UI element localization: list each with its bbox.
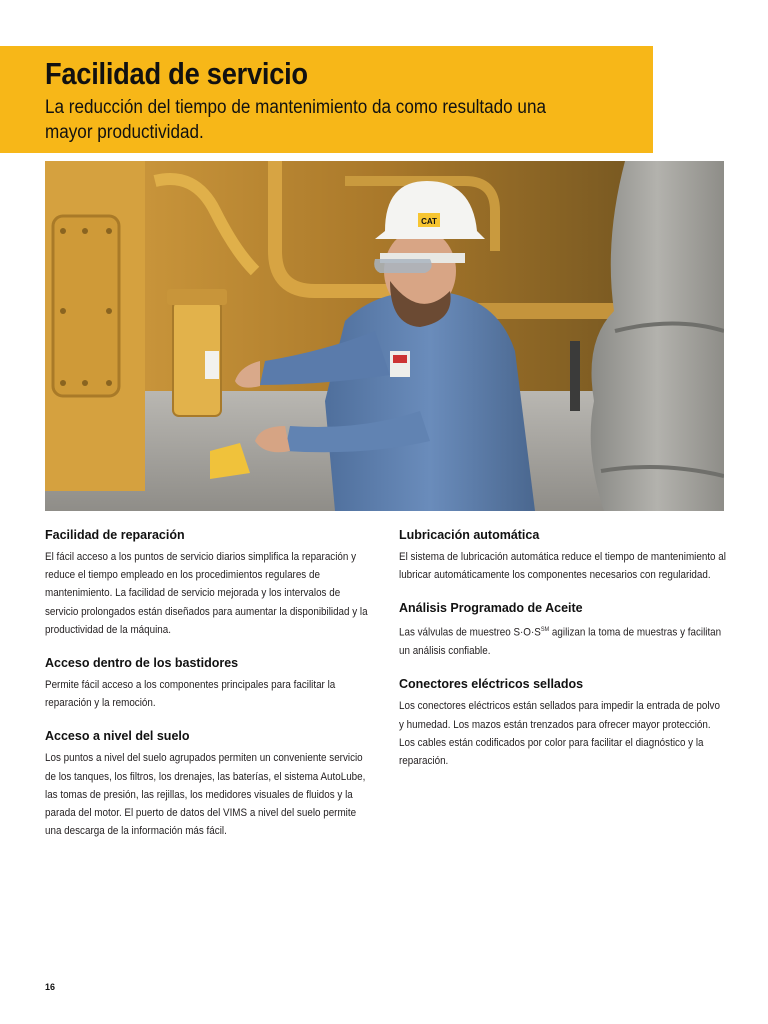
section-body: Permite fácil acceso a los componentes principales para facilitar la reparación y la remoción. [45, 679, 336, 710]
technician-photo [45, 161, 724, 511]
service-mark: SM [540, 627, 550, 634]
page-title: Facilidad de servicio [45, 56, 308, 91]
section-body: El fácil acceso a los puntos de servicio diarios simplifica la reparación y reduce el tiempo empleado en los procedimientos regulares de mantenimiento. La facilidad de servicio mejorada y los intervalos de servicio prolongados están diseñados para aumentar la disponibilidad y la productividad de la máquina. [45, 551, 368, 636]
section-heading: Análisis Programado de Aceite [399, 601, 583, 616]
section-body: Los puntos a nivel del suelo agrupados permiten un conveniente servicio de los tanques, los filtros, los drenajes, las baterías, el sistema AutoLube, las tomas de presión, las rejillas, los medidores visuales de fluidos y la parada del motor. El puerto de datos del VIMS a nivel del suelo permite una descarga de la información más fácil. [45, 752, 366, 838]
section-heading: Facilidad de reparación [45, 528, 185, 542]
left-column [45, 527, 375, 856]
section-heading: Acceso dentro de los bastidores [45, 656, 239, 671]
section-body [399, 621, 727, 660]
right-column [399, 527, 729, 786]
section-heading: Lubricación automática [399, 528, 540, 542]
section-heading: Acceso a nivel del suelo [45, 729, 190, 744]
body-text-post: agilizan la toma de muestras y facilitan un análisis confiable. [399, 626, 722, 658]
section-body: El sistema de lubricación automática reduce el tiempo de mantenimiento al lubricar automáticamente los componentes necesarios con regularidad. [399, 551, 726, 582]
hardhat-badge: CAT [421, 217, 437, 226]
section-acceso-bastidores [45, 655, 375, 712]
section-heading: Conectores eléctricos sellados [399, 677, 584, 692]
section-acceso-suelo [45, 728, 375, 840]
photo-illustration [45, 161, 724, 511]
section-conectores [399, 676, 729, 770]
section-lubricacion [399, 527, 729, 584]
page-number: 16 [45, 982, 56, 992]
section-facilidad-reparacion [45, 527, 375, 639]
section-analisis-aceite [399, 600, 729, 660]
page-subtitle: La reducción del tiempo de mantenimiento da como resultado una mayor productividad. [45, 97, 546, 143]
body-text-pre: Las válvulas de muestreo S·O·S [399, 626, 541, 639]
section-body: Los conectores eléctricos están sellados para impedir la entrada de polvo y humedad. Los mazos están trenzados para ofrecer mayor protección. Los cables están codificados por color para facilitar el diagnóstico y la reparación. [399, 700, 720, 767]
